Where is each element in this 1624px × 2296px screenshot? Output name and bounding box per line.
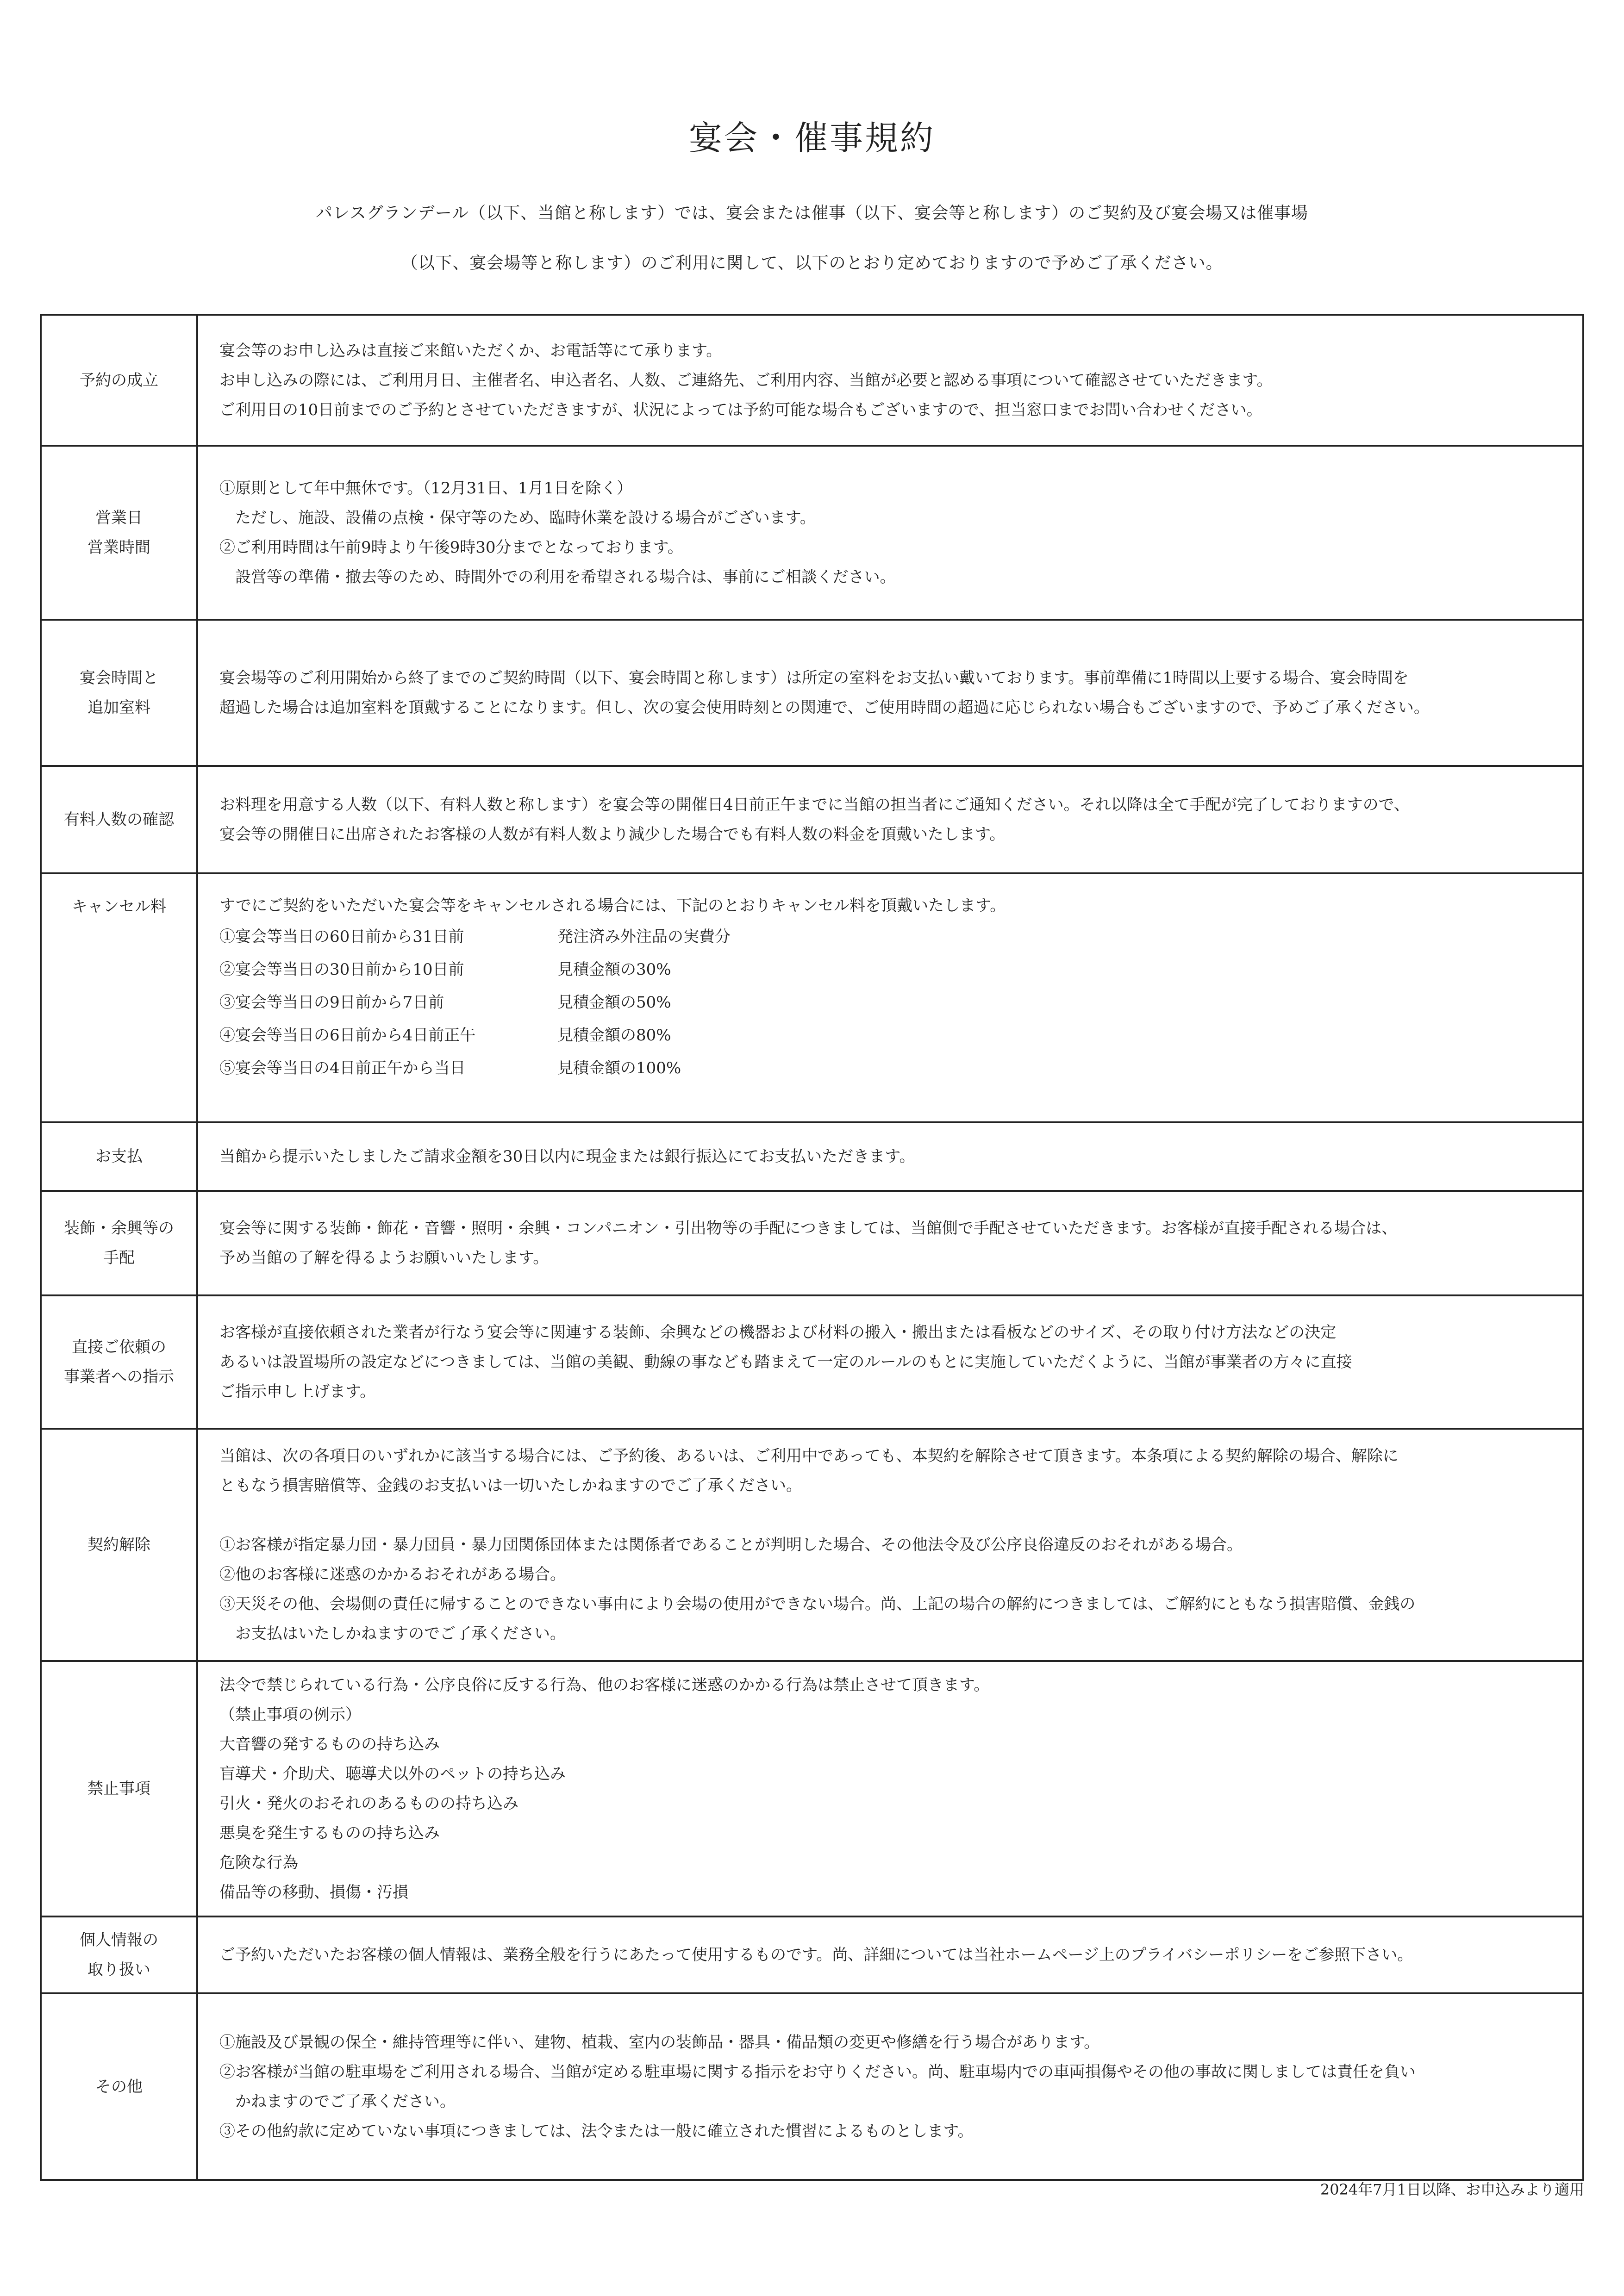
- label-hours: 営業日 営業時間: [41, 446, 197, 620]
- cancel-fee: 見積金額の80%: [557, 1026, 671, 1045]
- body-other: [197, 1993, 1583, 2180]
- label-banquet-time: 宴会時間と 追加室料: [41, 620, 197, 766]
- cancel-period: ④宴会等当日の6日前から4日前正午: [219, 1026, 476, 1045]
- cancel-fee: 見積金額の100%: [557, 1059, 681, 1077]
- cancel-intro: すでにご契約をいただいた宴会等をキャンセルされる場合には、下記のとおりキャンセル料を頂戴いたします。: [219, 896, 1006, 915]
- label-other: その他: [41, 1993, 197, 2180]
- paid-count-line: お料理を用意する人数（以下、有料人数と称します）を宴会等の開催日4日前正午までに当館の担当者にご通知ください。それ以降は全て手配が完了しておりますので、: [219, 796, 1410, 814]
- label-reservation: 予約の成立: [41, 315, 197, 446]
- hours-line: ただし、施設、設備の点検・保守等のため、臨時休業を設ける場合がございます。: [219, 509, 816, 527]
- termination-line: ともなう損害賠償等、金銭のお支払いは一切いたしかねますのでご了承ください。: [219, 1476, 802, 1495]
- body-reservation: [197, 315, 1583, 446]
- decoration-line: 宴会等に関する装飾・飾花・音響・照明・余興・コンパニオン・引出物等の手配につきましては、当館側で手配させていただきます。お客様が直接手配される場合は、: [219, 1219, 1398, 1238]
- vendors-line: お客様が直接依頼された業者が行なう宴会等に関連する装飾、余興などの機器および材料の搬入・搬出または看板などのサイズ、その取り付け方法などの決定: [219, 1323, 1337, 1342]
- banquet-time-line: 宴会場等のご利用開始から終了までのご契約時間（以下、宴会時間と称します）は所定の室料をお支払い戴いております。事前準備に1時間以上要する場合、宴会時間を: [219, 669, 1409, 687]
- cancel-period: ①宴会等当日の60日前から31日前: [219, 927, 464, 946]
- termination-line: ①お客様が指定暴力団・暴力団員・暴力団関係団体または関係者であることが判明した場合、その他法令及び公序良俗違反のおそれがある場合。: [219, 1536, 1243, 1554]
- privacy-line: ご予約いただいたお客様の個人情報は、業務全般を行うにあたって使用するものです。尚、詳細については当社ホームページ上のプライバシーポリシーをご参照下さい。: [219, 1946, 1413, 1964]
- termination-line: 当館は、次の各項目のいずれかに該当する場合には、ご予約後、あるいは、ご利用中であっても、本契約を解除させて頂きます。本条項による契約解除の場合、解除に: [219, 1447, 1399, 1465]
- row-decoration: [41, 1191, 1583, 1295]
- reservation-line: 宴会等のお申し込みは直接ご来館いただくか、お電話等にて承ります。: [219, 341, 722, 360]
- cancel-period: ⑤宴会等当日の4日前正午から当日: [219, 1059, 466, 1077]
- hours-line: ①原則として年中無休です。（12月31日、1月1日を除く）: [219, 479, 633, 498]
- label-payment: お支払: [41, 1122, 197, 1191]
- banquet-time-line: 超過した場合は追加室料を頂戴することになります。但し、次の宴会使用時刻との関連で、ご使用時間の超過に応じられない場合もございますので、予めご了承ください。: [219, 698, 1430, 717]
- prohibited-line: （禁止事項の例示）: [219, 1705, 361, 1724]
- cancel-fee: 見積金額の30%: [557, 960, 671, 979]
- hours-line: 設営等の準備・撤去等のため、時間外での利用を希望される場合は、事前にご相談ください。: [219, 568, 896, 586]
- row-hours: [41, 446, 1583, 620]
- cancel-fee-row: [219, 921, 1564, 953]
- label-vendors: 直接ご依頼の 事業者への指示: [41, 1295, 197, 1429]
- prohibited-line: 危険な行為: [219, 1854, 298, 1872]
- page-title: 宴会・催事規約: [688, 118, 935, 157]
- effective-date-note: 2024年7月1日以降、お申込みより適用: [1320, 2181, 1584, 2198]
- reservation-line: ご利用日の10日前までのご予約とさせていただきますが、状況によっては予約可能な場合もございますので、担当窓口までお問い合わせください。: [219, 400, 1262, 419]
- row-termination: [41, 1429, 1583, 1661]
- prohibited-line: 盲導犬・介助犬、聴導犬以外のペットの持ち込み: [219, 1765, 566, 1783]
- body-hours: [197, 446, 1583, 620]
- reservation-line: お申し込みの際には、ご利用月日、主催者名、申込者名、人数、ご連絡先、ご利用内容、当館が必要と認める事項について確認させていただきます。: [219, 371, 1273, 390]
- termination-line: お支払はいたしかねますのでご了承ください。: [219, 1624, 566, 1643]
- row-banquet-time: [41, 620, 1583, 766]
- row-reservation: [41, 315, 1583, 446]
- cancel-fee: 見積金額の50%: [557, 993, 671, 1012]
- other-line: ②お客様が当館の駐車場をご利用される場合、当館が定める駐車場に関する指示をお守りください。尚、駐車場内での車両損傷やその他の事故に関しましては責任を負い: [219, 2062, 1416, 2081]
- label-cancel: キャンセル料: [41, 873, 197, 1122]
- row-paid-count: [41, 766, 1583, 873]
- label-termination: 契約解除: [41, 1429, 197, 1661]
- termination-line: [219, 1500, 1564, 1530]
- cancel-fee-row: [219, 1052, 1564, 1085]
- row-vendors: [41, 1295, 1583, 1429]
- cancel-fee-row: [219, 1019, 1564, 1052]
- rules-table: [40, 314, 1584, 2181]
- prohibited-line: 引火・発火のおそれのあるものの持ち込み: [219, 1794, 518, 1813]
- prohibited-line: 悪臭を発生するものの持ち込み: [219, 1824, 440, 1842]
- cancel-fee-row: [219, 953, 1564, 986]
- other-line: ③その他約款に定めていない事項につきましては、法令または一般に確立された慣習によるものとします。: [219, 2122, 974, 2140]
- row-payment: [41, 1122, 1583, 1191]
- cancel-fee: 発注済み外注品の実費分: [557, 927, 731, 946]
- row-other: [41, 1993, 1583, 2180]
- row-prohibited: [41, 1661, 1583, 1916]
- paid-count-line: 宴会等の開催日に出席されたお客様の人数が有料人数より減少した場合でも有料人数の料金を頂戴いたします。: [219, 825, 1006, 844]
- prohibited-line: 大音響の発するものの持ち込み: [219, 1735, 440, 1754]
- body-termination: [197, 1429, 1583, 1661]
- vendors-line: ご指示申し上げます。: [219, 1382, 376, 1401]
- cancel-period: ③宴会等当日の9日前から7日前: [219, 993, 444, 1012]
- label-prohibited: 禁止事項: [41, 1661, 197, 1916]
- hours-line: ②ご利用時間は午前9時より午後9時30分までとなっております。: [219, 538, 683, 557]
- body-decoration: [197, 1191, 1583, 1295]
- label-privacy: 個人情報の 取り扱い: [41, 1916, 197, 1993]
- termination-line: ③天災その他、会場側の責任に帰することのできない事由により会場の使用ができない場合。尚、上記の場合の解約につきましては、ご解約にともなう損害賠償、金銭の: [219, 1595, 1416, 1613]
- decoration-line: 予め当館の了解を得るようお願いいたします。: [219, 1249, 549, 1267]
- intro-line-1: パレスグランデール（以下、当館と称します）では、宴会または催事（以下、宴会等と称します）のご契約及び宴会場又は催事場: [315, 204, 1309, 223]
- body-privacy: [197, 1916, 1583, 1993]
- cancel-period: ②宴会等当日の30日前から10日前: [219, 960, 464, 979]
- label-paid-count: 有料人数の確認: [41, 766, 197, 873]
- payment-line: 当館から提示いたしましたご請求金額を30日以内に現金または銀行振込にてお支払いただきます。: [219, 1147, 915, 1166]
- prohibited-line: 備品等の移動、損傷・汚損: [219, 1883, 408, 1902]
- cancel-fee-row: [219, 986, 1564, 1019]
- body-prohibited: [197, 1661, 1583, 1916]
- row-cancel: [41, 873, 1583, 1122]
- prohibited-line: 法令で禁じられている行為・公序良俗に反する行為、他のお客様に迷惑のかかる行為は禁止させて頂きます。: [219, 1676, 990, 1694]
- body-payment: [197, 1122, 1583, 1191]
- vendors-line: あるいは設置場所の設定などにつきましては、当館の美観、動線の事なども踏まえて一定のルールのもとに実施していただくように、当館が事業者の方々に直接: [219, 1353, 1352, 1371]
- body-vendors: [197, 1295, 1583, 1429]
- intro-line-2: （以下、宴会場等と称します）のご利用に関して、以下のとおり定めておりますので予めご了承ください。: [401, 254, 1223, 273]
- body-banquet-time: [197, 620, 1583, 766]
- body-cancel: [197, 873, 1583, 1122]
- other-line: かねますのでご了承ください。: [219, 2092, 456, 2111]
- label-decoration: 装飾・余興等の 手配: [41, 1191, 197, 1295]
- other-line: ①施設及び景観の保全・維持管理等に伴い、建物、植栽、室内の装飾品・器具・備品類の変更や修繕を行う場合があります。: [219, 2033, 1100, 2052]
- row-privacy: [41, 1916, 1583, 1993]
- termination-line: ②他のお客様に迷惑のかかるおそれがある場合。: [219, 1565, 566, 1584]
- body-paid-count: [197, 766, 1583, 873]
